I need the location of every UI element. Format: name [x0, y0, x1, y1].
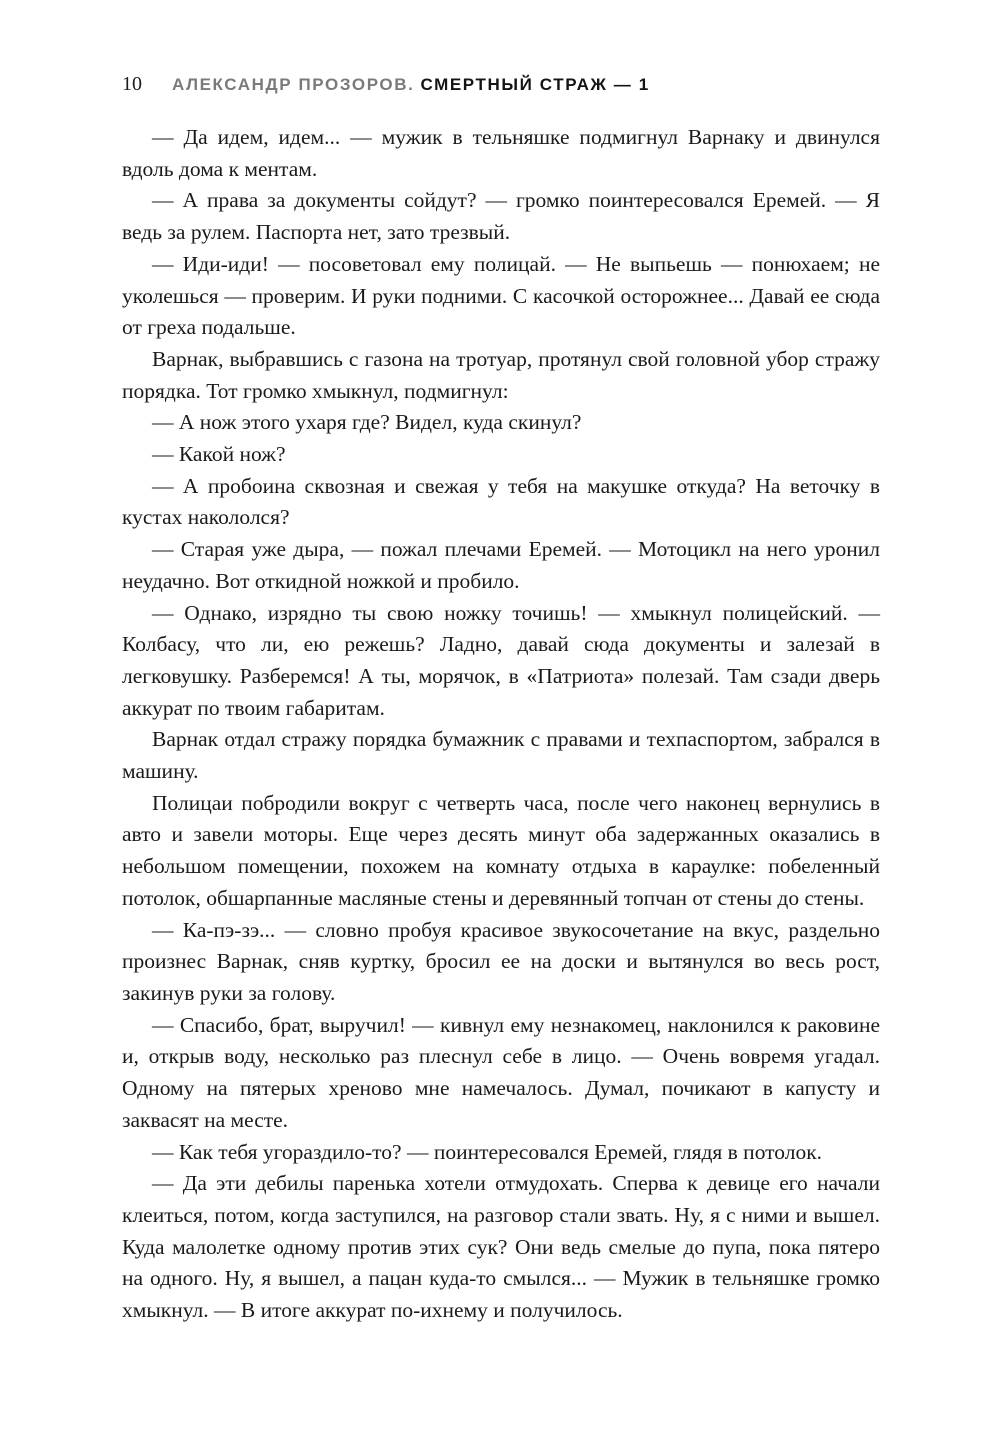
paragraph: — Да идем, идем... — мужик в тельняшке подмигнул Варнаку и двинулся вдоль дома к ментам. [122, 125, 880, 181]
paragraph: — Иди-иди! — посоветовал ему полицай. — Не выпьешь — понюхаем; не уколешься — проверим. И руки подними. С касочкой осторожнее... Давай ее сюда от греха подальше. [122, 251, 880, 340]
paragraph: Варнак отдал стражу порядка бумажник с правами и техпаспортом, забрался в машину. [122, 727, 880, 784]
paragraph: Полицаи побродили вокруг с четверть часа, после чего наконец вернулись в авто и завели моторы. Еще через десять минут оба задержанных оказались в небольшом помещении, похожем на комнату отдыха в караулке: побеленный потолок, обшарпанные масляные стены и деревянный топчан от стены до стены. [122, 790, 880, 910]
paragraph: Варнак, выбравшись с газона на тротуар, протянул свой головной убор стражу порядка. Тот громко хмыкнул, подмигнул: [122, 346, 880, 403]
paragraph: — Ка-пэ-зэ... — словно пробуя красивое звукосочетание на вкус, раздельно произнес Варнак, сняв куртку, бросил ее на доски и вытянулся во весь рост, закинув руки за голову. [122, 917, 880, 1005]
header-title: СМЕРТНЫЙ СТРАЖ — 1 [420, 75, 650, 94]
paragraph: — А пробоина сквозная и свежая у тебя на макушке откуда? На веточку в кустах накололся? [122, 473, 880, 530]
paragraph: — Однако, изрядно ты свою ножку точишь! — хмыкнул полицейский. — Колбасу, что ли, ею режешь? Ладно, давай сюда документы и залезай в легковушку. Разберемся! А ты, морячок, в «Патриота» полезай. Там сзади дверь аккурат по твоим габаритам. [122, 600, 880, 720]
paragraph: — Какой нож? [152, 442, 286, 467]
paragraph: — Как тебя угораздило-то? — поинтересовался Еремей, глядя в потолок. [152, 1139, 823, 1164]
paragraph: — А права за документы сойдут? — громко поинтересовался Еремей. — Я ведь за рулем. Паспорта нет, зато трезвый. [122, 188, 880, 245]
paragraph: — А нож этого ухаря где? Видел, куда скинул? [152, 410, 582, 435]
page-number: 10 [122, 73, 142, 95]
paragraph: — Старая уже дыра, — пожал плечами Еремей. — Мотоцикл на него уронил неудачно. Вот откидной ножкой и пробило. [122, 537, 880, 593]
running-header [122, 72, 650, 96]
header-author: АЛЕКСАНДР ПРОЗОРОВ. [172, 75, 415, 94]
body-text [122, 122, 880, 1327]
paragraph: — Спасибо, брат, выручил! — кивнул ему незнакомец, наклонился к раковине и, открыв воду, несколько раз плеснул себе в лицо. — Очень вовремя угадал. Одному на пятерых хреново мне намечалось. Думал, почикают в капусту и заквасят на месте. [122, 1012, 880, 1132]
paragraph: — Да эти дебилы паренька хотели отмудохать. Сперва к девице его начали клеиться, потом, когда заступился, на разговор стали звать. Ну, я с ними и вышел. Куда малолетке одному против этих сук? Они ведь смелые до пупа, пока пятеро на одного. Ну, я вышел, а пацан куда-то смылся... — Мужик в тельняшке громко хмыкнул. — В итоге аккурат по-ихнему и получилось. [122, 1171, 880, 1323]
